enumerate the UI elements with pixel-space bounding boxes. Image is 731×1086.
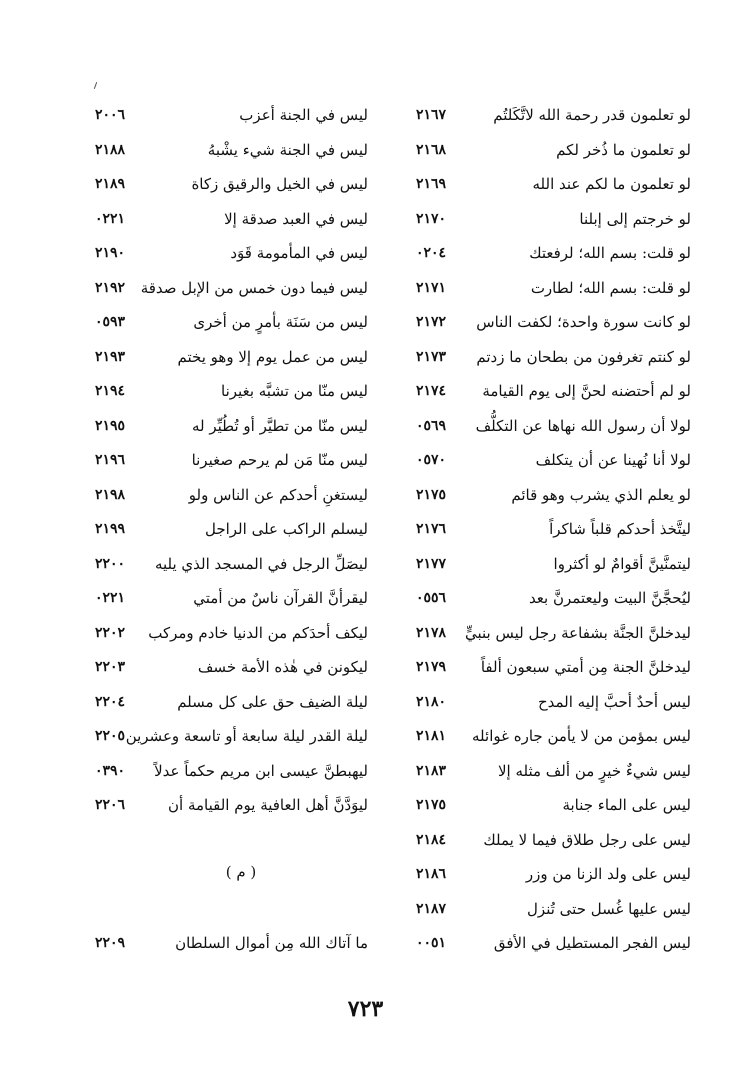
right-entry-number: ٢١٨١ [415,728,447,744]
right-entry-number: ٢١٨٣ [415,762,447,779]
index-row [0,652,731,687]
left-entry-number: ٢١٩٠ [94,245,126,261]
left-entry-text: ليوَدَّنَّ أهل العافية يوم القيامة أن [168,796,368,814]
right-entry-text: لولا أنا نُهينا عن أن يتكلف [535,451,691,469]
index-row [0,825,731,860]
left-entry-number: ٢١٩٢ [94,279,126,296]
index-row [0,583,731,618]
right-entry-text: لو يعلم الذي يشرب وهو قائم [511,485,691,504]
right-entry-text: ليس على رجل طلاق فيما لا يملك [483,830,691,849]
index-row [0,721,731,756]
left-entry-text: ليس فيما دون خمس من الإبل صدقة [140,278,368,297]
index-row [0,514,731,549]
left-entry-text: ليكف أحدَكم من الدنيا خادم ومركب [148,623,368,642]
right-entry-text: لو خرجتم إلى إبلنا [579,209,691,228]
right-entry-text: لولا أن رسول الله نهاها عن التكلُّف [475,416,691,435]
index-row [0,549,731,584]
index-row [0,169,731,204]
index-row [0,342,731,377]
left-entry-number: ٢١٩٨ [94,486,126,503]
right-entry-number: ٢١٧٥ [415,486,447,503]
index-row [0,100,731,135]
left-entry-text: ليس في الجنة أعزب [239,106,368,124]
left-entry-text: ليس منّا من تشبَّه بغيرنا [221,382,368,400]
left-entry-text: ليس في الجنة شيء يشْبهُ [207,140,368,159]
left-entry-number: ٢١٩٦ [94,452,126,468]
right-entry-number: ٢١٧٨ [415,624,447,641]
right-entry-number: ٢١٧٧ [415,555,447,572]
right-entry-text: ليُحجَّنَّ البيت وليعتمرنَّ بعد [528,589,691,607]
right-entry-number: ٢١٦٩ [415,176,447,192]
left-entry-text: ليس في الخيل والرقيق زكاة [191,175,368,193]
right-entry-number: ٢١٦٧ [415,107,447,123]
right-entry-text: ليتمنَّينَّ أقوامٌ لو أكثروا [553,554,691,573]
left-entry-number: ٠٢٢١ [94,590,126,606]
right-entry-text: لو قلت: بسم الله؛ لرفعتك [529,244,691,262]
left-entry-text: ليس في العبد صدقة إلا [224,209,368,228]
right-entry-number: ٠٥٦٩ [415,417,447,434]
right-entry-number: ٠٥٥٦ [415,590,447,606]
index-row [0,307,731,342]
right-entry-number: ٠٠٥١ [415,935,447,951]
index-row [0,790,731,825]
right-entry-number: ٢١٧٩ [415,659,447,675]
right-entry-number: ٢١٦٨ [415,141,447,158]
section-heading: ( م ) [225,863,257,881]
right-entry-text: لو كنتم تغرفون من بطحان ما زدتم [476,347,691,366]
right-entry-number: ٢١٨٧ [415,900,447,917]
right-entry-text: لو تعلمون ما ذُخر لكم [556,140,691,159]
page-number: ٧٢٣ [347,996,384,1022]
right-entry-text: ليس عليها غُسل حتى تُنزل [527,899,691,918]
right-entry-text: لو تعلمون قدر رحمة الله لاتَّكَلتُم [493,106,691,124]
index-row [0,411,731,446]
left-entry-number: ٠٥٩٣ [94,314,126,330]
left-entry-number: ٢٢٠٢ [94,624,126,641]
right-entry-text: لو تعلمون ما لكم عند الله [532,175,691,193]
right-entry-number: ٢١٧١ [415,279,447,296]
right-entry-text: ليس على ولد الزنا من وزر [525,865,691,883]
left-entry-number: ٢١٨٨ [94,141,126,158]
left-entry-number: ٢٢٠٥ [94,728,126,744]
left-entry-text: ليقرأنَّ القرآن ناسٌ من أمتي [193,589,368,607]
left-entry-number: ٢٢٠٦ [94,797,126,813]
left-entry-number: ٠٢٢١ [94,210,126,227]
margin-mark [94,82,97,89]
index-row [0,273,731,308]
right-entry-number: ٠٢٠٤ [415,245,447,261]
index-row [0,687,731,722]
right-entry-text: ليس شيءٌ خيرٍ من ألف مثله إلا [497,761,691,780]
right-entry-text: ليس بمؤمن من لا يأمن جاره غوائله [472,727,691,745]
left-entry-number: ٢١٩٣ [94,348,126,365]
left-entry-text: ليهبطنَّ عيسى ابن مريم حكماً عدلاً [154,761,368,780]
right-entry-number: ٢١٧٣ [415,348,447,365]
index-row [0,894,731,929]
right-entry-text: ليس على الماء جنابة [562,796,691,814]
index-row [0,480,731,515]
left-entry-number: ٢٢٠٤ [94,693,126,710]
left-entry-number: ٢٢٠٣ [94,659,126,675]
left-entry-number: ٢١٨٩ [94,176,126,192]
right-entry-number: ٢١٧٥ [415,797,447,813]
left-entry-text: ليس من سَنَة بأمرٍ من أخرى [193,313,368,331]
right-entry-text: ليدخلنَّ الجنة مِن أمتي سبعون ألفاً [480,658,691,676]
left-entry-number: ٢١٩٤ [94,383,126,399]
index-row [0,204,731,239]
right-entry-number: ٢١٧٠ [415,210,447,227]
left-entry-text: ليس من عمل يوم إلا وهو يختم [177,347,368,366]
left-entry-text: ليستغنِ أحدكم عن الناس ولو [188,485,368,504]
index-row [0,618,731,653]
right-entry-number: ٢١٨٦ [415,866,447,882]
right-entry-text: ليتَّخذ أحدكم قلباً شاكراً [549,520,691,538]
index-row [0,376,731,411]
right-entry-text: لو كانت سورة واحدة؛ لكفت الناس [476,313,691,331]
left-entry-text: ليلة الضيف حق على كل مسلم [177,692,368,711]
right-entry-number: ٢١٧٢ [415,314,447,330]
right-entry-number: ٢١٧٤ [415,383,447,399]
left-entry-number: ٠٣٩٠ [94,762,126,779]
index-row [0,928,731,963]
left-entry-text: ليصَلِّ الرجل في المسجد الذي يليه [154,554,368,573]
left-entry-text: ليس منّا من تطيَّر أو تُطُيِّر له [191,416,368,435]
right-entry-number: ٢١٨٤ [415,831,447,848]
right-entry-text: ليدخلنَّ الجنَّة بشفاعة رجل ليس بنبيٍّ [465,623,691,642]
left-entry-number: ٢٠٠٦ [94,107,126,123]
index-row [0,445,731,480]
left-entry-text: ما آتاك الله مِن أموال السلطان [175,934,368,952]
left-entry-number: ٢٢٠٠ [94,555,126,572]
right-entry-text: ليس أحدٌ أحبَّ إليه المدح [537,692,691,711]
index-row [0,859,731,894]
left-entry-text: ليلة القدر ليلة سابعة أو تاسعة وعشرين [125,727,368,745]
left-entry-number: ٢١٩٥ [94,417,126,434]
right-entry-text: ليس الفجر المستطيل في الأفق [493,934,691,952]
right-entry-number: ٠٥٧٠ [415,452,447,468]
left-entry-number: ٢٢٠٩ [94,935,126,951]
left-entry-text: ليس منّا مَن لم يرحم صغيرنا [191,451,368,469]
right-entry-text: لو قلت: بسم الله؛ لطارت [530,278,691,297]
right-entry-text: لو لم أحتضنه لحنَّ إلى يوم القيامة [482,382,691,400]
left-entry-text: ليكونن في هٰذه الأمة خسف [197,658,368,676]
left-entry-number: ٢١٩٩ [94,521,126,537]
left-entry-text: ليس في المأمومة قَوَد [230,244,368,262]
index-row [0,135,731,170]
left-entry-text: ليسلم الراكب على الراجل [204,520,368,538]
right-entry-number: ٢١٨٠ [415,693,447,710]
right-entry-number: ٢١٧٦ [415,521,447,537]
index-row [0,238,731,273]
index-row [0,756,731,791]
index-rows [0,100,731,963]
